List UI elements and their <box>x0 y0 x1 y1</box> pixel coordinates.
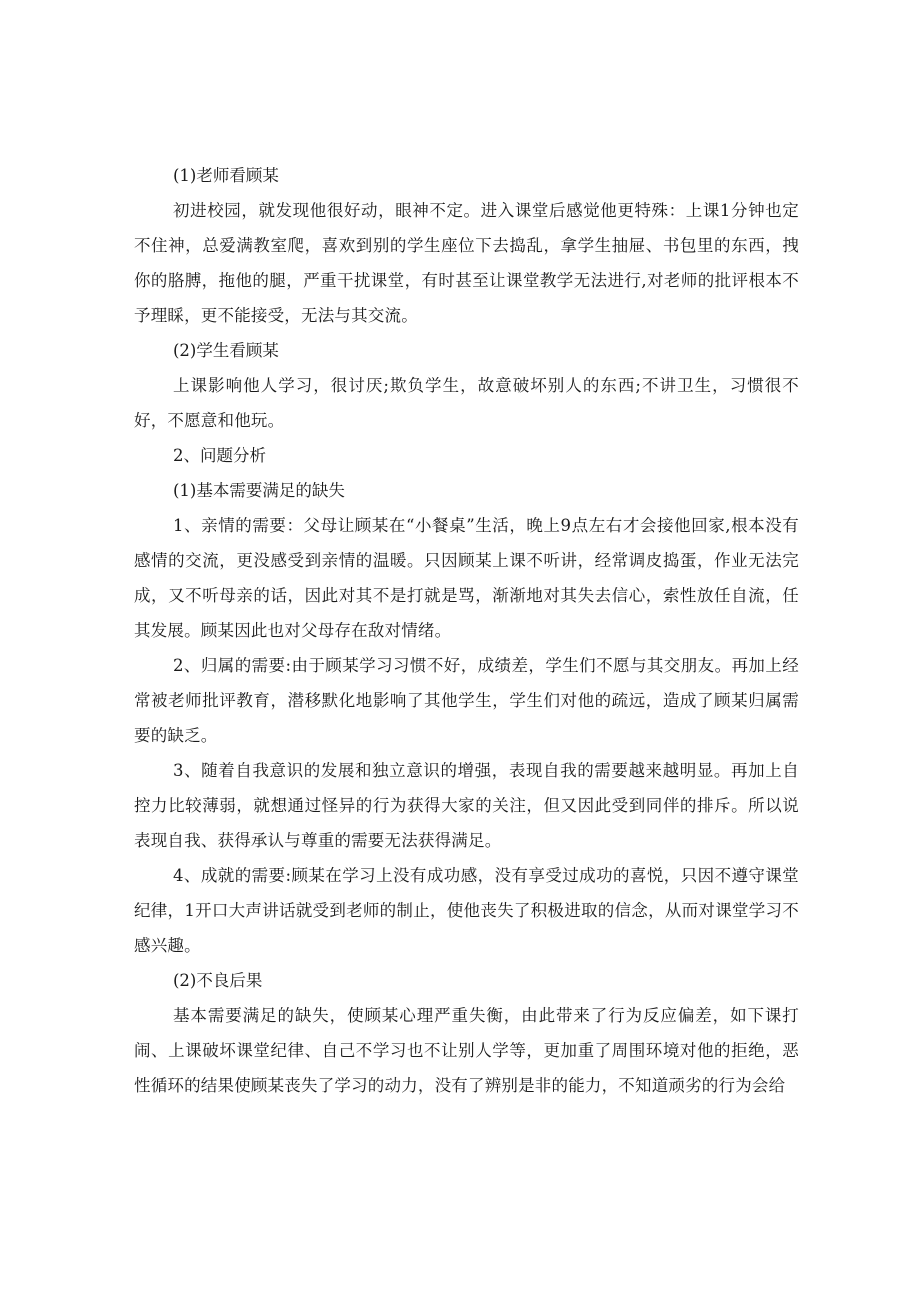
document-body <box>134 158 799 1103</box>
para-teacher-view: 初进校园，就发现他很好动，眼神不定。进入课堂后感觉他更特殊：上课1分钟也定不住神，总爱满教室爬，喜欢到别的学生座位下去捣乱，拿学生抽屉、书包里的东西，拽你的胳膊，拖他的腿，严重干扰课堂，有时甚至让课堂教学无法进行,对老师的批评根本不予理睬，更不能接受，无法与其交流。 <box>134 201 799 325</box>
heading-basic-needs: (1)基本需要满足的缺失 <box>173 481 345 500</box>
para-need-self-expression: 3、随着自我意识的发展和独立意识的增强，表现自我的需要越来越明显。再加上自控力比较薄弱，就想通过怪异的行为获得大家的关注，但又因此受到同伴的排斥。所以说表现自我、获得承认与尊重的需要无法获得满足。 <box>134 761 799 850</box>
heading-problem-analysis: 2、问题分析 <box>173 446 266 465</box>
para-need-achievement: 4、成就的需要:顾某在学习上没有成功感，没有享受过成功的喜悦，只因不遵守课堂纪律，1开口大声讲话就受到老师的制止，使他丧失了积极进取的信念，从而对课堂学习不感兴趣。 <box>134 866 799 955</box>
para-student-view: 上课影响他人学习，很讨厌;欺负学生，故意破坏别人的东西;不讲卫生，习惯很不好，不愿意和他玩。 <box>134 376 799 430</box>
heading-teacher-view: (1)老师看顾某 <box>173 166 279 185</box>
heading-student-view: (2)学生看顾某 <box>173 341 279 360</box>
para-bad-consequences: 基本需要满足的缺失，使顾某心理严重失衡，由此带来了行为反应偏差，如下课打闹、上课破坏课堂纪律、自己不学习也不让别人学等，更加重了周围环境对他的拒绝，恶性循环的结果使顾某丧失了学习的动力，没有了辨别是非的能力，不知道顽劣的行为会给 <box>134 1006 799 1095</box>
heading-bad-consequences: (2)不良后果 <box>173 971 263 990</box>
para-need-belonging: 2、归属的需要:由于顾某学习习惯不好，成绩差，学生们不愿与其交朋友。再加上经常被老师批评教育，潜移默化地影响了其他学生，学生们对他的疏远，造成了顾某归属需要的缺乏。 <box>134 656 799 745</box>
para-need-family: 1、亲情的需要：父母让顾某在“小餐桌”生活，晚上9点左右才会接他回家,根本没有感情的交流，更没感受到亲情的温暖。只因顾某上课不听讲，经常调皮捣蛋，作业无法完成，又不听母亲的话，因此对其不是打就是骂，渐渐地对其失去信心，索性放任自流，任其发展。顾某因此也对父母存在敌对情绪。 <box>134 516 799 640</box>
